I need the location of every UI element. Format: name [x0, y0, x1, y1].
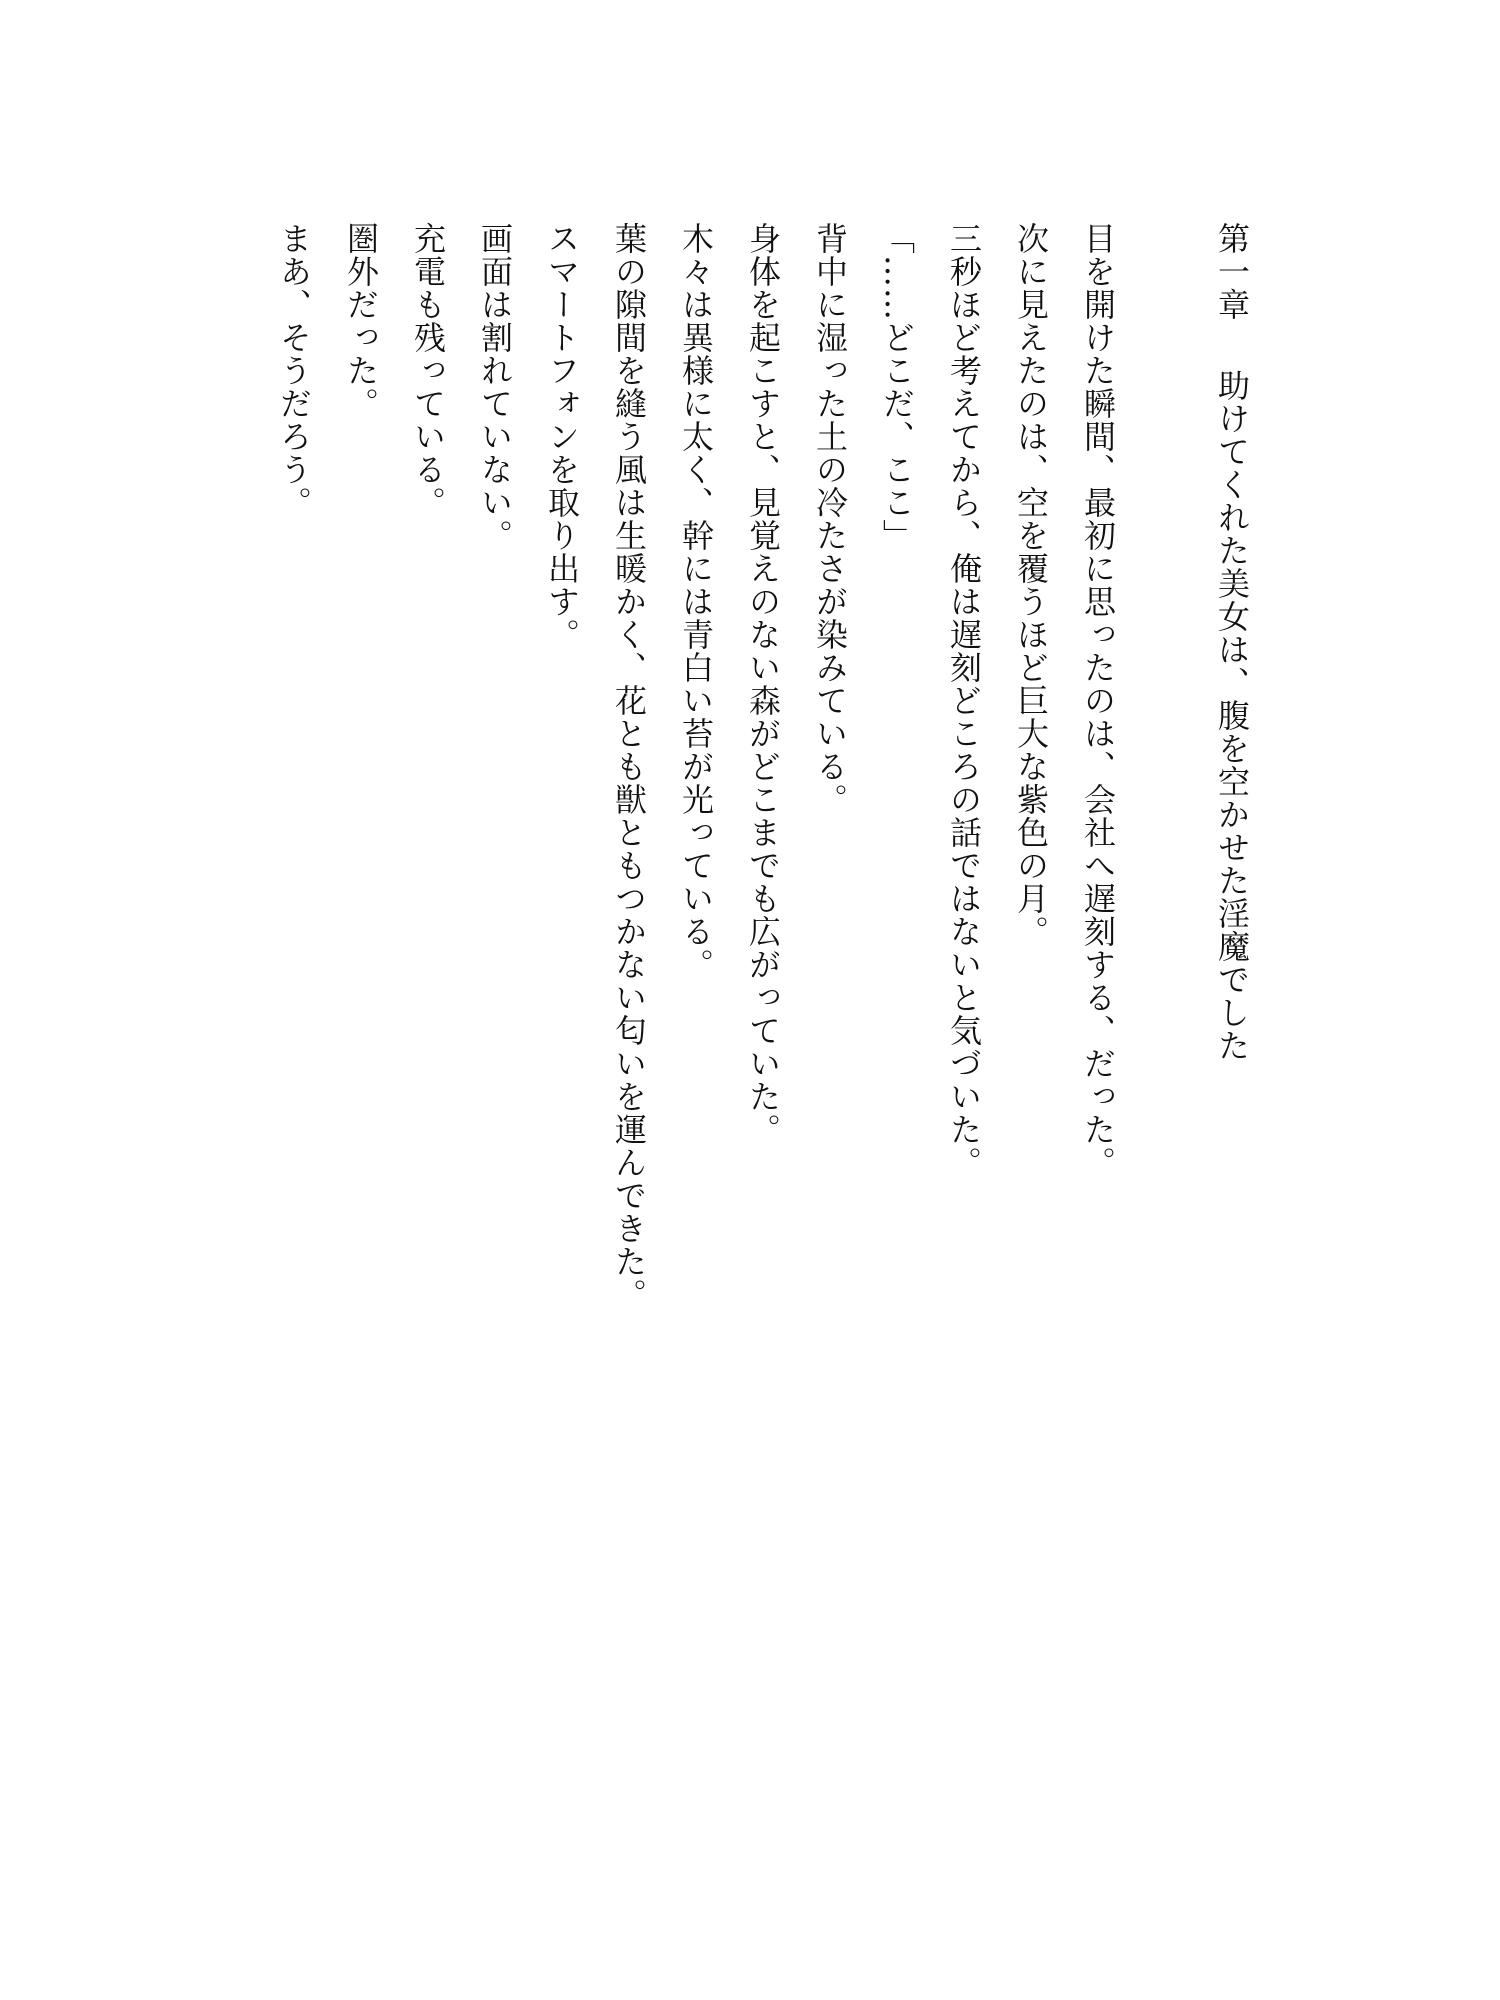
paragraph: 圏外だった。 [342, 222, 380, 420]
chapter-number: 第一章 [1213, 222, 1251, 321]
chapter-title [1198, 222, 1265, 1422]
paragraph: 三秒ほど考えてから、俺は遅刻どころの話ではないと気づいた。 [945, 222, 983, 1179]
chapter-subtitle: 助けてくれた美女は、腹を空かせた淫魔でした [1213, 369, 1251, 1062]
paragraph: スマートフォンを取り出す。 [543, 222, 581, 651]
paragraph: 身体を起こすと、見覚えのない森がどこまでも広がっていた。 [744, 222, 782, 1146]
paragraph: 「……どこだ、ここ」 [878, 222, 916, 552]
paragraph: 充電も残っている。 [409, 222, 447, 519]
paragraph: 画面は割れていない。 [476, 222, 514, 552]
paragraph: 木々は異様に太く、幹には青白い苔が光っている。 [677, 222, 715, 981]
paragraph: 背中に湿った土の冷たさが染みている。 [811, 222, 849, 816]
paragraph: まあ、そうだろう。 [275, 222, 313, 519]
vertical-text-body [260, 222, 1265, 1422]
paragraph: 目を開けた瞬間、最初に思ったのは、会社へ遅刻する、だった。 [1079, 222, 1117, 1179]
blank-line [1131, 222, 1198, 1422]
paragraph: 次に見えたのは、空を覆うほど巨大な紫色の月。 [1012, 222, 1050, 948]
paragraph: 葉の隙間を縫う風は生暖かく、花とも獣ともつかない匂いを運んできた。 [610, 222, 648, 1311]
